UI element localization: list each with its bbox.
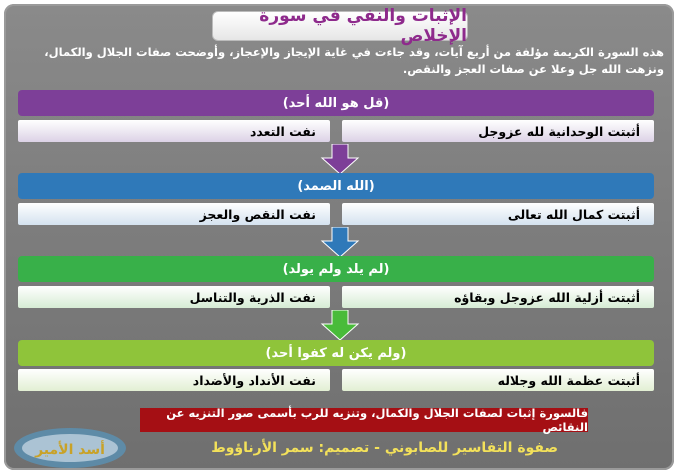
credit-text: صفوة التفاسير للصابوني - تصميم: سمر الأرناؤوط — [211, 440, 558, 456]
affirm-cell-3: أثبتت أزلية الله عزوجل وبقاؤه — [342, 286, 654, 308]
verse-band-4: (ولم يكن له كفوا أحد) — [18, 340, 654, 366]
negate-cell-4: نفت الأنداد والأضداد — [18, 369, 330, 391]
logo-icon — [10, 422, 130, 470]
negate-cell-2: نفت النقص والعجز — [18, 203, 330, 225]
down-arrow-icon — [320, 144, 360, 174]
verse-band-3: (لم يلد ولم يولد) — [18, 256, 654, 282]
logo-text: أسد الأمير — [35, 442, 105, 458]
negate-cell-1: نفت التعدد — [18, 120, 330, 142]
affirm-cell-4: أثبتت عظمة الله وجلاله — [342, 369, 654, 391]
conclusion-banner: فالسورة إثبات لصفات الجلال والكمال، وتنزيه للرب بأسمى صور التنزيه عن النقائص — [140, 408, 588, 432]
affirm-cell-2: أثبتت كمال الله تعالى — [342, 203, 654, 225]
down-arrow-icon — [320, 227, 360, 257]
page-title: الإثبات والنفي في سورة الإخلاص — [212, 11, 468, 41]
negate-cell-3: نفت الذرية والتناسل — [18, 286, 330, 308]
down-arrow-icon — [320, 310, 360, 340]
verse-band-1: (قل هو الله أحد) — [18, 90, 654, 116]
intro-text: هذه السورة الكريمة مؤلفة من أربع آيات، وقد جاءت في غاية الإيجاز والإعجاز، وأوضحت صفات الجلال والكمال، ونزهت الله جل وعلا عن صفات العجز والنقص. — [44, 45, 664, 76]
verse-band-2: (الله الصمد) — [18, 173, 654, 199]
affirm-cell-1: أثبتت الوحدانية لله عزوجل — [342, 120, 654, 142]
